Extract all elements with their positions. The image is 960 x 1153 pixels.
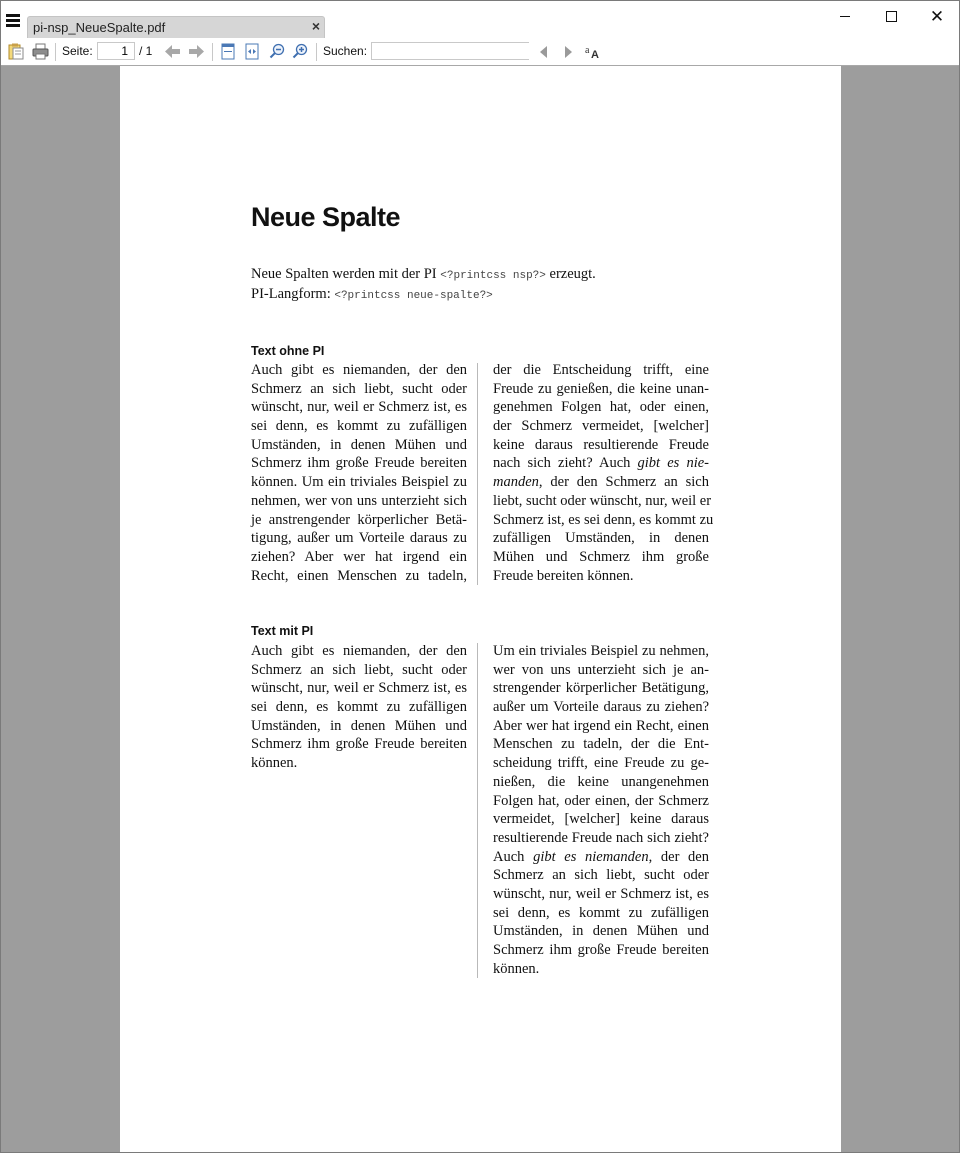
page-number-input[interactable]: 1: [97, 42, 135, 60]
text-line: nießen, die keine unangenehmen: [493, 773, 709, 790]
search-input[interactable]: [371, 42, 529, 60]
document-tab[interactable]: [27, 16, 325, 38]
pi-code: <?printcss nsp?>: [440, 270, 546, 282]
text-line: resultierende Freude nach sich zieht?: [493, 829, 709, 846]
text-line: können.: [493, 960, 540, 977]
prev-page-icon[interactable]: [164, 43, 181, 60]
text-line: scheidung trifft, eine Freude zu ge-: [493, 755, 709, 772]
maximize-icon: [886, 11, 897, 22]
section2-column-2: [493, 642, 709, 978]
document-viewport[interactable]: [1, 66, 959, 1152]
toolbar-separator: [316, 43, 317, 61]
text-line: Freude bereiten können.: [493, 567, 634, 584]
close-tab-icon[interactable]: ×: [311, 18, 320, 34]
text-line: wünscht, nur, weil er Schmerz ist, es: [251, 680, 467, 697]
column-rule: [477, 363, 478, 585]
fit-width-icon[interactable]: [244, 43, 260, 60]
text-line: können. Um ein triviales Beispiel zu: [251, 474, 467, 491]
section-heading-without-pi: Text ohne PI: [251, 344, 325, 358]
text-line: sei denn, es kommt zu zufälligen: [493, 904, 709, 921]
text-line: Recht, einen Menschen zu tadeln,: [251, 567, 467, 584]
text-line: Umständen, in denen Mühen und: [251, 436, 467, 453]
page-total: / 1: [139, 44, 153, 58]
text-line: Schmerz an sich liebt, sucht oder: [493, 867, 709, 884]
text-line: wer von uns unterzieht sich je an-: [493, 661, 709, 678]
toolbar-separator: [212, 43, 213, 61]
open-file-icon[interactable]: [8, 43, 24, 60]
toolbar: [1, 39, 959, 66]
zoom-out-icon[interactable]: [269, 43, 285, 60]
search-prev-icon[interactable]: [540, 46, 547, 58]
print-icon[interactable]: [32, 43, 49, 60]
section-heading-with-pi: Text mit PI: [251, 624, 314, 638]
text-line: zufälligen Umständen, in denen: [493, 530, 709, 547]
search-next-icon[interactable]: [565, 46, 572, 58]
intro-text: Neue Spalten werden mit der PI: [251, 266, 441, 282]
search-label: Suchen:: [323, 44, 368, 58]
intro-line-2: [251, 286, 493, 303]
text-line: manden, der den Schmerz an sich: [493, 474, 709, 491]
text-line: Mühen und Schmerz ihm große: [493, 548, 709, 565]
close-icon: ✕: [929, 6, 945, 26]
text-line: keine daraus resultierende Freude: [493, 436, 709, 453]
svg-text:A: A: [591, 49, 599, 60]
text-line: genehmen Folgen hat, oder einen,: [493, 399, 709, 416]
title-bar: [1, 1, 959, 41]
text-line: tigung, außer um Vorteile daraus zu: [251, 530, 467, 547]
page-label: Seite:: [62, 44, 93, 58]
pdf-page: [120, 66, 841, 1152]
text-line: wünscht, nur, weil er Schmerz ist, es: [493, 885, 709, 902]
zoom-in-icon[interactable]: [292, 43, 308, 60]
intro-text: PI-Langform:: [251, 286, 335, 302]
text-line: Folgen hat, oder einen, der Schmerz: [493, 792, 709, 809]
text-line: vermeidet, [welcher] keine daraus: [493, 811, 709, 828]
text-line: Schmerz ihm große Freude bereiten: [251, 455, 467, 472]
text-line: ziehen? Aber wer hat irgend ein: [251, 548, 467, 565]
column-rule: [477, 643, 478, 978]
minimize-button[interactable]: [822, 1, 868, 31]
fit-page-icon[interactable]: [220, 43, 236, 60]
text-line: nach sich zieht? Auch gibt es nie-: [493, 455, 709, 472]
text-line: strengender körperlicher Betätigung,: [493, 680, 709, 697]
text-line: Schmerz ihm große Freude bereiten: [251, 736, 467, 753]
text-line: je anstrengender körperlicher Betä-: [251, 511, 467, 528]
text-line: Aber wer hat irgend ein Recht, einen: [493, 717, 709, 734]
next-page-icon[interactable]: [188, 43, 205, 60]
text-line: Umständen, in denen Mühen und: [493, 923, 709, 940]
section2-column-1: [251, 642, 467, 773]
svg-text:a: a: [585, 45, 590, 56]
minimize-icon: [840, 16, 850, 17]
text-line: Um ein triviales Beispiel zu nehmen,: [493, 643, 709, 659]
text-line: liebt, sucht oder wünscht, nur, weil er: [493, 492, 712, 509]
text-line: Umständen, in denen Mühen und: [251, 717, 467, 734]
section1-column-2: [493, 361, 714, 585]
text-line: sei denn, es kommt zu zufälligen: [251, 418, 467, 435]
text-line: Schmerz an sich liebt, sucht oder: [251, 380, 467, 397]
document-title: Neue Spalte: [251, 202, 401, 232]
maximize-button[interactable]: [868, 1, 914, 31]
hamburger-menu-icon[interactable]: [6, 14, 20, 28]
close-window-button[interactable]: [914, 1, 960, 31]
text-line: nehmen, wer von uns unterzieht sich: [251, 492, 467, 509]
text-line: können.: [251, 755, 298, 772]
section1-column-1: [251, 361, 467, 585]
text-line: außer um Vorteile daraus zu ziehen?: [493, 699, 709, 716]
text-line: der die Entscheidung trifft, eine: [493, 362, 709, 378]
text-line: Auch gibt es niemanden, der den: [251, 643, 467, 659]
text-line: Freude zu genießen, die keine unan-: [493, 380, 709, 397]
text-line: sei denn, es kommt zu zufälligen: [251, 699, 467, 716]
text-line: Schmerz ist, es sei denn, es kommt zu: [493, 511, 714, 528]
intro-text: erzeugt.: [545, 266, 596, 282]
text-line: Auch gibt es niemanden, der den: [251, 362, 467, 378]
text-line: der Schmerz vermeidet, [welcher]: [493, 418, 709, 435]
tab-title: pi-nsp_NeueSpalte.pdf: [33, 20, 166, 35]
match-case-icon[interactable]: [585, 43, 601, 60]
intro-line-1: [251, 266, 596, 283]
text-line: Schmerz an sich liebt, sucht oder: [251, 661, 467, 678]
text-line: Schmerz ihm große Freude bereiten: [493, 942, 709, 958]
pi-longform-code: <?printcss neue-spalte?>: [334, 290, 493, 302]
text-line: wünscht, nur, weil er Schmerz ist, es: [251, 399, 467, 416]
text-line: Auch gibt es niemanden, der den: [493, 848, 709, 865]
toolbar-separator: [55, 43, 56, 61]
text-line: Menschen zu tadeln, der die Ent-: [493, 736, 709, 753]
